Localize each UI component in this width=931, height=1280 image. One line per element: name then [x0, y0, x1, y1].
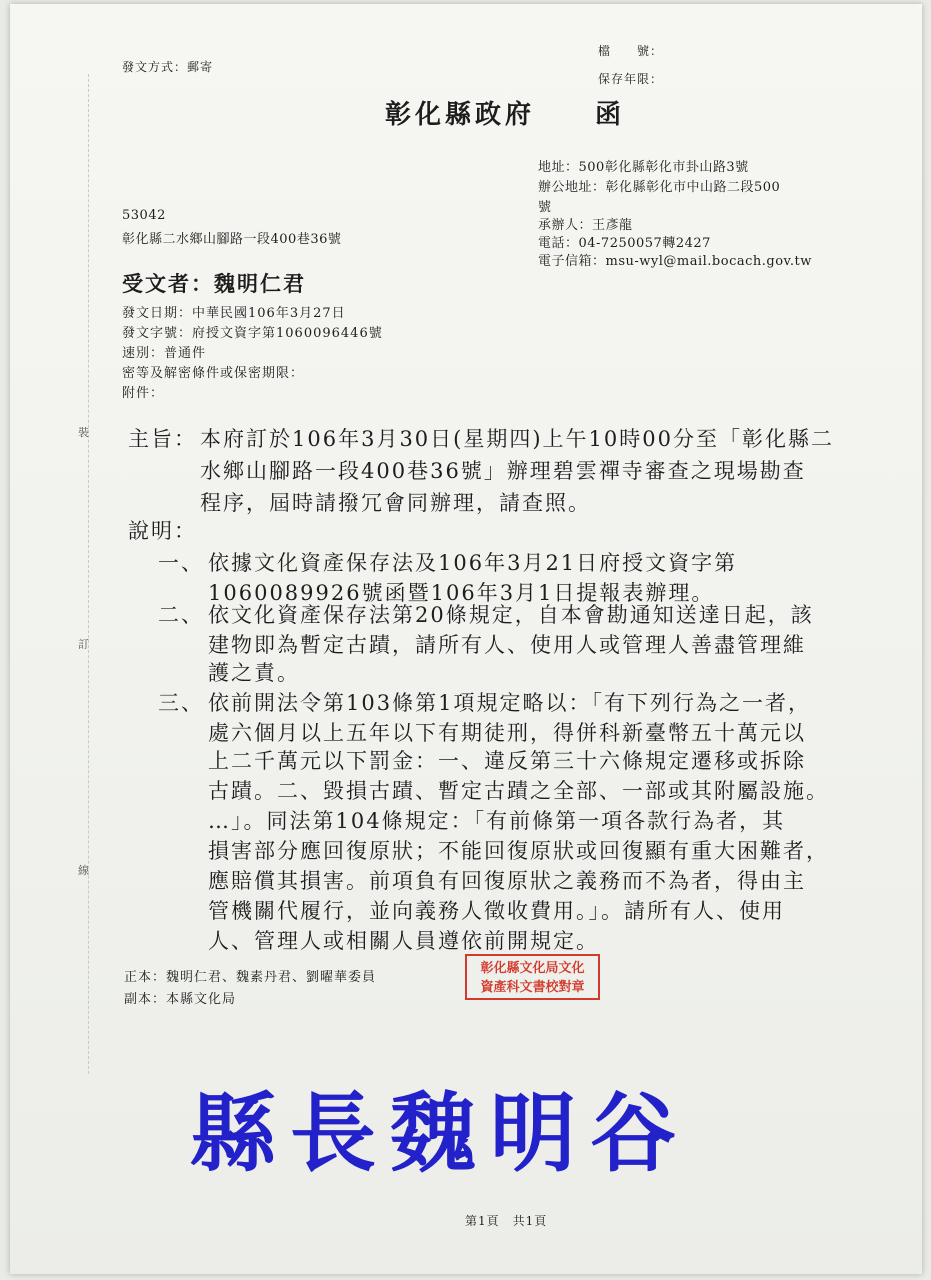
- document-title: 彰化縣政府 函: [385, 100, 626, 130]
- item-3-line-1: 依前開法令第103條第1項規定略以：「有下列行為之一者，: [208, 691, 811, 715]
- sender-office-address: 辦公地址：彰化縣彰化市中山路二段500: [538, 180, 781, 195]
- sender-office-address-cont: 號: [538, 200, 552, 215]
- item-3-line-7: 應賠償其損害。前項負有回復原狀之義務而不為者，得由主: [208, 869, 806, 893]
- subject-line-2: 水鄉山腳路一段400巷36號」辦理碧雲禪寺審查之現場勘查: [200, 459, 806, 483]
- item-1-line-1: 依據文化資產保存法及106年3月21日府授文資字第: [208, 551, 738, 575]
- item-3-line-2: 處六個月以上五年以下有期徒刑，得併科新臺幣五十萬元以: [208, 721, 806, 745]
- send-method: 發文方式：郵寄: [122, 60, 214, 74]
- attachment: 附件：: [122, 386, 165, 401]
- issue-date: 發文日期：中華民國106年3月27日: [122, 306, 346, 321]
- item-3-line-6: 損害部分應回復原狀；不能回復原狀或回復顯有重大困難者，: [208, 839, 829, 863]
- magistrate-seal: 縣長魏明谷: [190, 1083, 690, 1184]
- item-2-line-1: 依文化資產保存法第20條規定，自本會勘通知送達日起，該: [208, 603, 814, 627]
- retention-period: 保存年限：: [598, 72, 664, 86]
- recipient-address: 彰化縣二水鄉山腳路一段400巷36號: [122, 232, 342, 247]
- item-2-line-3: 護之責。: [208, 661, 300, 685]
- item-2-line-2: 建物即為暫定古蹟，請所有人、使用人或管理人善盡管理維: [208, 633, 806, 657]
- binding-mark-1: 裝: [78, 426, 89, 439]
- sender-address: 地址：500彰化縣彰化市卦山路3號: [538, 160, 749, 175]
- page-number: 第1頁 共1頁: [465, 1214, 548, 1228]
- secrecy-level: 密等及解密條件或保密期限：: [122, 366, 305, 381]
- subject-line-3: 程序，屆時請撥冗會同辦理，請查照。: [200, 491, 591, 515]
- copy-recipients: 副本：本縣文化局: [124, 992, 237, 1007]
- document-number: 發文字號：府授文資字第1060096446號: [122, 326, 383, 341]
- red-verification-stamp: 彰化縣文化局文化 資產科文書校對章: [465, 954, 600, 1000]
- item-2-number: 二、: [158, 603, 204, 627]
- subject-line-1: 本府訂於106年3月30日(星期四)上午10時00分至「彰化縣二: [200, 427, 834, 451]
- item-3-number: 三、: [158, 691, 204, 715]
- item-3-line-3: 上二千萬元以下罰金：一、違反第三十六條規定遷移或拆除: [208, 749, 806, 773]
- recipient-postcode: 53042: [122, 208, 166, 223]
- binding-line: [88, 74, 89, 1074]
- explanation-label: 說明：: [128, 519, 197, 543]
- binding-mark-3: 線: [78, 864, 89, 877]
- item-3-line-4: 古蹟。二、毀損古蹟、暫定古蹟之全部、一部或其附屬設施。: [208, 779, 829, 803]
- item-3-line-9: 人、管理人或相關人員遵依前開規定。: [208, 929, 599, 953]
- file-number: 檔 號：: [598, 44, 664, 58]
- recipient: 受文者：魏明仁君: [122, 271, 306, 296]
- item-3-line-5: …」。同法第104條規定：「有前條第一項各款行為者，其: [208, 809, 786, 833]
- main-recipients: 正本：魏明仁君、魏素丹君、劉曜華委員: [124, 970, 377, 985]
- handler: 承辦人：王彥龍: [538, 218, 633, 233]
- email: 電子信箱：msu-wyl@mail.bocach.gov.tw: [538, 254, 812, 269]
- phone: 電話：04-7250057轉2427: [538, 236, 711, 251]
- document-page: [10, 4, 922, 1274]
- item-1-line-2: 1060089926號函暨106年3月1日提報表辦理。: [208, 581, 715, 605]
- speed-class: 速別：普通件: [122, 346, 207, 361]
- binding-mark-2: 訂: [78, 638, 89, 651]
- item-1-number: 一、: [158, 551, 204, 575]
- item-3-line-8: 管機關代履行，並向義務人徵收費用。」。請所有人、使用: [208, 899, 785, 923]
- subject-label: 主旨：: [128, 427, 197, 451]
